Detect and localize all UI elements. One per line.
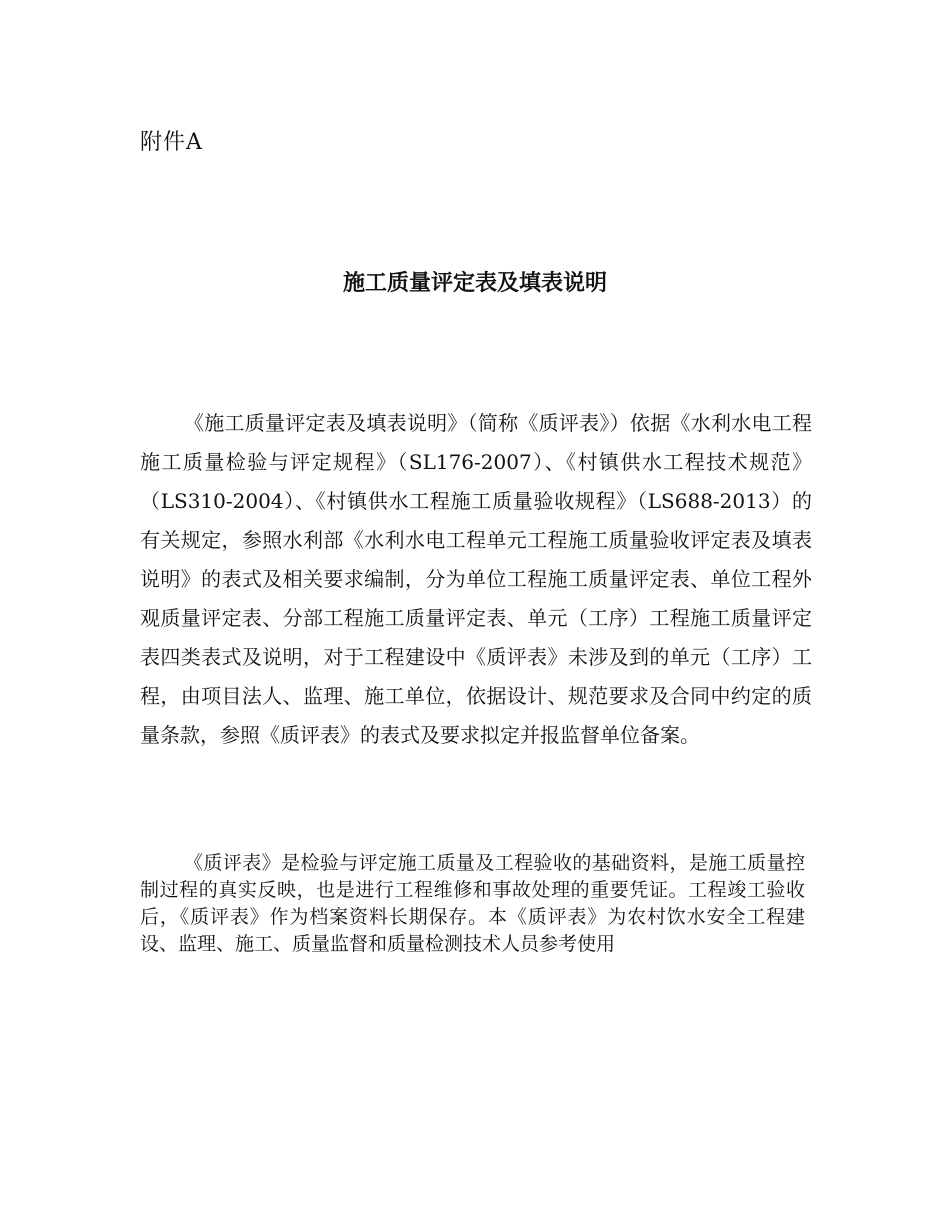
document-title: 施工质量评定表及填表说明 (342, 271, 607, 296)
attachment-label: 附件A (140, 130, 203, 155)
body-paragraph-2: 《质评表》是检验与评定施工质量及工程验收的基础资料，是施工质量控制过程的真实反映，也是进行工程维修和事故处理的重要凭证。工程竣工验收后，《质评表》作为档案资料长期保存。本《质评表》为农村饮水安全工程建设、监理、施工、质量监督和质量检测技术人员参考使用 (140, 852, 805, 955)
body-paragraph-1: 《施工质量评定表及填表说明》（简称《质评表》）依据《水利水电工程施工质量检验与评定规程》（SL176-2007）、《村镇供水工程技术规范》（LS310-2004）、《村镇供水工程施工质量验收规程》（LS688-2013）的有关规定，参照水利部《水利水电工程单元工程施工质量验收评定表及填表说明》的表式及相关要求编制，分为单位工程施工质量评定表、单位工程外观质量评定表、分部工程施工质量评定表、单元（工序）工程施工质量评定表四类表式及说明，对于工程建设中《质评表》未涉及到的单元（工序）工程，由项目法人、监理、施工单位，依据设计、规范要求及合同中约定的质量条款，参照《质评表》的表式及要求拟定并报监督单位备案。 (140, 411, 812, 747)
